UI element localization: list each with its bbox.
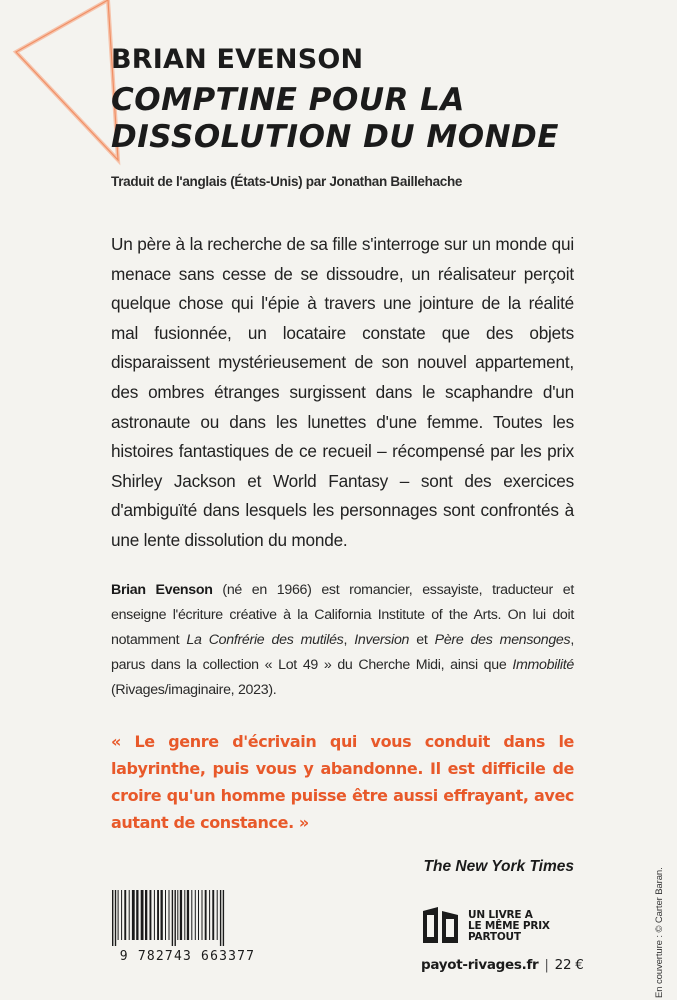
bio-sep-2: et xyxy=(409,632,435,648)
barcode-bar xyxy=(209,890,210,940)
title-line-2: DISSOLUTION DU MONDE xyxy=(111,119,559,155)
barcode-bar xyxy=(129,890,130,940)
barcode-bar xyxy=(184,890,185,940)
barcode-bar xyxy=(141,890,144,940)
logo-line-2: LE MÊME PRIX xyxy=(468,919,550,932)
bio-author-name: Brian Evenson xyxy=(111,582,213,598)
barcode-bar xyxy=(150,890,152,940)
author-bio xyxy=(111,578,574,703)
barcode-bar xyxy=(136,890,138,940)
price: 22 € xyxy=(554,957,584,973)
barcode-bar xyxy=(177,890,178,940)
barcode-bar xyxy=(172,890,173,946)
barcode-bar xyxy=(165,890,166,940)
barcode-bars xyxy=(110,890,265,946)
isbn-number: 9 782743 663377 xyxy=(119,949,256,964)
barcode-bar xyxy=(223,890,224,946)
bio-book-3: Père des mensonges xyxy=(434,632,571,648)
barcode-bar xyxy=(202,890,203,940)
barcode-bar xyxy=(115,890,116,946)
barcode-bar xyxy=(187,890,189,940)
logo-line-3: PARTOUT xyxy=(468,930,521,943)
bio-book-4: Immobilité xyxy=(512,657,574,673)
publisher-site-and-price xyxy=(421,957,584,973)
barcode-bar xyxy=(220,890,221,946)
barcode-bar xyxy=(112,890,113,946)
barcode-bar xyxy=(161,890,163,940)
publisher-logo xyxy=(420,905,550,947)
barcode-bar xyxy=(154,890,155,940)
bio-book-1: La Confrérie des mutilés xyxy=(186,632,344,648)
bio-book-2: Inversion xyxy=(354,632,410,648)
barcode-bar xyxy=(180,890,182,940)
synopsis: Un père à la recherche de sa fille s'interroge sur un monde qui menace sans cesse de se dissoudre, un réalisateur perçoit quelque chose qui l'épie à travers une jointure de la réalité mal fusionnée, un locataire constate que des objets disparaissent mystérieusement de son nouvel appartement, des ombres étranges surgissent dans le scaphandre d'un astronaute ou dans les lunettes d'une femme. Toutes les histoires fantastiques de ce recueil – récompensé par les prix Shirley Jackson et World Fantasy – sont des exercices d'ambiguïté dans lesquels les personnages sont confrontés à une lente dissolution du monde. xyxy=(111,234,574,550)
barcode-bar xyxy=(124,890,126,940)
title-line-1: COMPTINE POUR LA xyxy=(111,82,465,118)
barcode-bar xyxy=(191,890,192,940)
bio-text-2: , parus dans la collection « Lot 49 » du Cherche Midi, ainsi que xyxy=(111,632,574,673)
press-quote: « Le genre d'écrivain qui vous conduit dans le labyrinthe, puis vous y abandonne. Il est difficile de croire qu'un homme puisse être aussi effrayant, avec autant de constance. » xyxy=(111,732,574,832)
bio-text-3: (Rivages/imaginaire, 2023). xyxy=(111,682,277,698)
bio-text-1: (né en 1966) est romancier, essayiste, traducteur et enseigne l'écriture créative à la California Institute of the Arts. On lui doit notamment xyxy=(111,582,574,648)
cover-credit: En couverture : © Carter Baran. xyxy=(654,867,665,998)
barcode-bar xyxy=(118,890,119,940)
barcode-bar xyxy=(157,890,159,940)
translator-credit: Traduit de l'anglais (États-Unis) par Jonathan Baillehache xyxy=(111,174,463,189)
book-title xyxy=(111,82,651,156)
barcode-bar xyxy=(169,890,170,940)
separator: | xyxy=(544,957,549,973)
barcode-bar xyxy=(175,890,176,946)
website: payot-rivages.fr xyxy=(421,957,539,973)
logo-line-1: UN LIVRE A xyxy=(468,908,533,921)
isbn-barcode xyxy=(110,890,265,975)
bio-sep-1: , xyxy=(343,632,355,648)
barcode-bar xyxy=(121,890,122,940)
barcode-bar xyxy=(205,890,207,940)
author-name: BRIAN EVENSON xyxy=(111,44,364,75)
barcode-bar xyxy=(132,890,135,940)
barcode-bar xyxy=(195,890,196,940)
quote-source: The New York Times xyxy=(423,858,574,875)
book-price-icon xyxy=(420,905,462,947)
logo-text xyxy=(468,910,550,943)
barcode-bar xyxy=(212,890,214,940)
barcode-bar xyxy=(217,890,218,940)
barcode-bar xyxy=(145,890,147,940)
barcode-bar xyxy=(198,890,199,940)
